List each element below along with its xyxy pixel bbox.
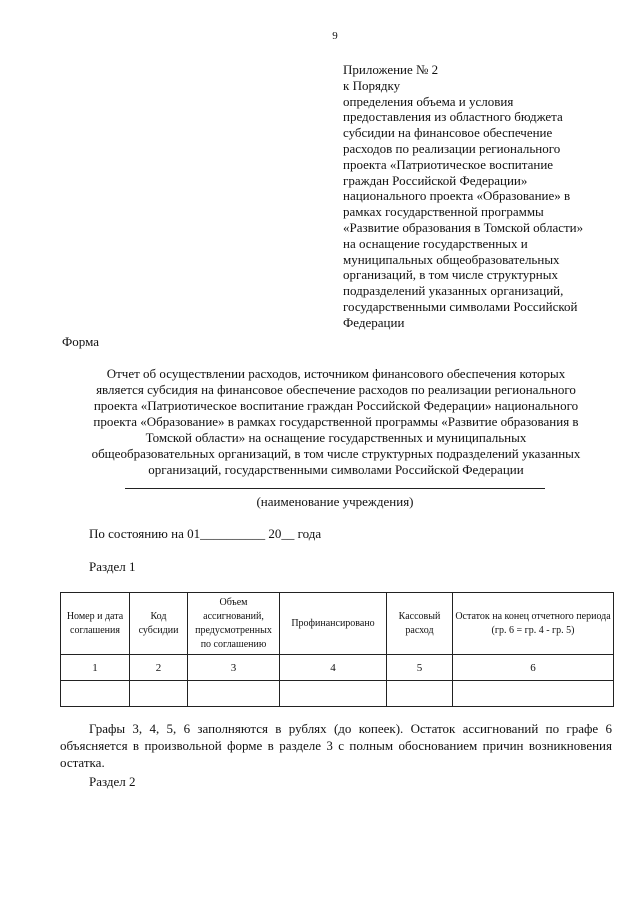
table-cell[interactable] — [387, 681, 453, 707]
appendix-line: граждан Российской Федерации» — [343, 172, 528, 188]
appendix-line: Приложение № 2 — [343, 62, 439, 77]
status-date-line: По состоянию на 01__________ 20__ года — [89, 526, 322, 541]
report-title-line: общеобразовательных организаций, в том числе структурных подразделений указанных — [91, 446, 581, 461]
table-header-cell: Остаток на конец отчетного периода (гр. 6 = гр. 4 - гр. 5) — [453, 593, 614, 655]
report-title-line: организаций, государственными символами Российской Федерации — [148, 462, 524, 477]
page-number: 9 — [332, 30, 338, 42]
table-cell[interactable] — [453, 681, 614, 707]
table-column-number-row — [61, 655, 614, 681]
table-header-cell: Профинансировано — [280, 593, 387, 655]
appendix-line: субсидии на финансовое обеспечение — [343, 125, 553, 141]
table-header-row — [61, 593, 614, 655]
appendix-line: определения объема и условия — [343, 93, 514, 109]
section-1-label: Раздел 1 — [89, 559, 136, 574]
appendix-line: государственными символами Российской — [343, 298, 578, 314]
table-row — [61, 681, 614, 707]
report-title-line: Томской области» на оснащение государственных и муниципальных — [145, 430, 527, 445]
appendix-line: организаций, в том числе структурных — [343, 267, 558, 283]
report-title — [60, 366, 612, 478]
appendix-header — [343, 62, 613, 331]
appendix-line: предоставления из областного бюджета — [343, 109, 563, 125]
appendix-line: проекта «Патриотическое воспитание — [343, 156, 554, 172]
table-cell[interactable] — [280, 681, 387, 707]
institution-name-caption: (наименование учреждения) — [256, 494, 414, 509]
table-header-cell: Номер и дата соглашения — [61, 593, 130, 655]
appendix-line: национального проекта «Образование» в — [343, 188, 571, 204]
fill-note — [60, 720, 612, 771]
report-title-line: проекта «Патриотическое воспитание граждан Российской Федерации» национального — [93, 398, 579, 413]
column-number-cell: 2 — [130, 655, 188, 681]
section-1-table — [60, 592, 614, 707]
table-cell[interactable] — [188, 681, 280, 707]
report-title-line: является субсидия на финансовое обеспечение расходов по реализации регионального — [96, 382, 576, 397]
appendix-line: на оснащение государственных и — [343, 235, 528, 251]
column-number-cell: 5 — [387, 655, 453, 681]
table-cell[interactable] — [61, 681, 130, 707]
appendix-line: «Развитие образования в Томской области» — [343, 219, 584, 235]
fill-note-text: Графы 3, 4, 5, 6 заполняются в рублях (до копеек). Остаток ассигнований по графе 6 объясняется в произвольной форме в разделе 3 с полным обоснованием причин возникновения остатка. — [60, 721, 612, 770]
appendix-line: Федерации — [343, 314, 405, 330]
appendix-line: муниципальных общеобразовательных — [343, 251, 560, 267]
report-title-line: проекта «Образование» в рамках государственной программы «Развитие образования в — [93, 414, 579, 429]
form-label: Форма — [62, 334, 99, 349]
table-cell[interactable] — [130, 681, 188, 707]
report-title-line: Отчет об осуществлении расходов, источником финансового обеспечения которых — [106, 366, 566, 381]
column-number-cell: 3 — [188, 655, 280, 681]
column-number-cell: 6 — [453, 655, 614, 681]
appendix-line: к Порядку — [343, 77, 401, 93]
institution-name-line[interactable] — [125, 488, 545, 489]
column-number-cell: 1 — [61, 655, 130, 681]
column-number-cell: 4 — [280, 655, 387, 681]
appendix-line: подразделений указанных организаций, — [343, 283, 564, 299]
table-header-cell: Объем ассигнований, предусмотренных по соглашению — [188, 593, 280, 655]
appendix-line: расходов по реализации регионального — [343, 140, 561, 156]
appendix-line: рамках государственной программы — [343, 204, 544, 220]
table-header-cell: Код субсидии — [130, 593, 188, 655]
table-header-cell: Кассовый расход — [387, 593, 453, 655]
section-2-label: Раздел 2 — [89, 774, 136, 789]
